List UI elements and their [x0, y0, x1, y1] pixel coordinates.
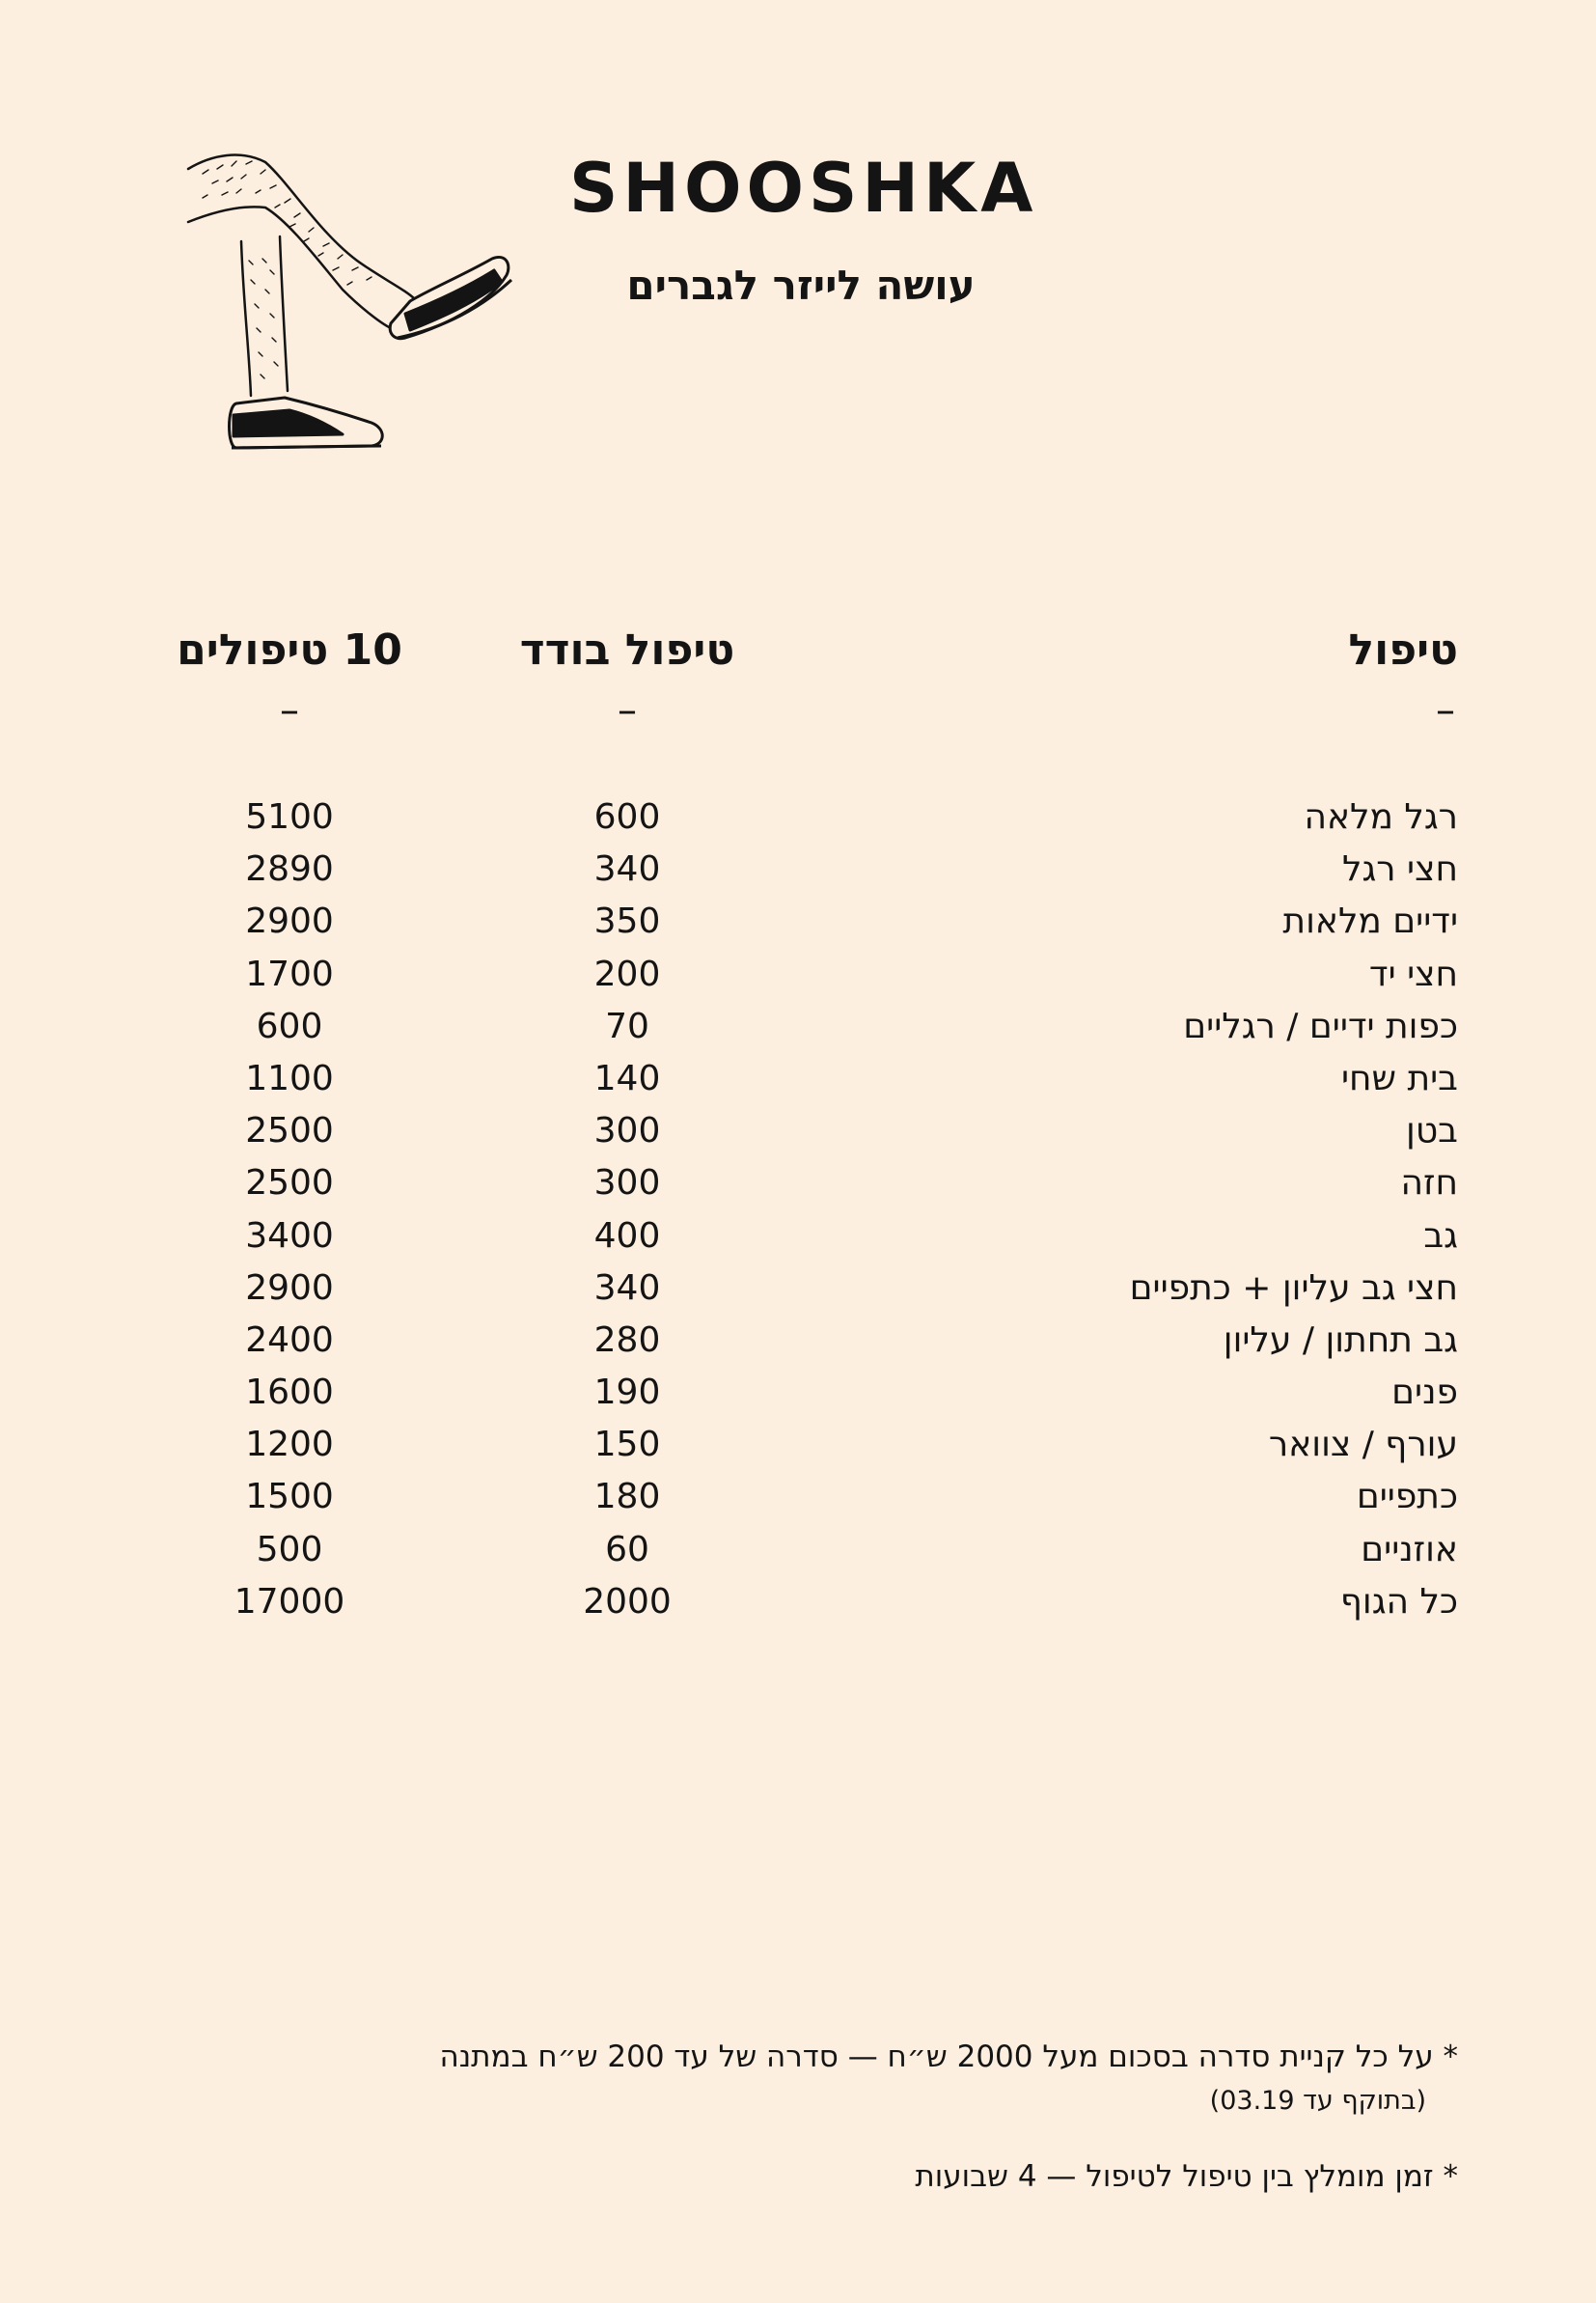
single-price: 200	[593, 954, 661, 994]
table-row	[0, 1210, 1596, 1262]
single-price: 140	[593, 1058, 661, 1098]
ten-price: 3400	[245, 1215, 334, 1256]
table-row	[0, 1367, 1596, 1419]
header-single-treatment: טיפול בודד	[519, 625, 735, 675]
table-row	[0, 1471, 1596, 1523]
ten-price: 2500	[245, 1111, 334, 1152]
single-price: 2000	[583, 1581, 672, 1622]
ten-price: 2400	[245, 1319, 334, 1360]
table-row	[0, 1576, 1596, 1628]
ten-price: 600	[256, 1006, 323, 1046]
table-row	[0, 1001, 1596, 1053]
ten-price: 17000	[234, 1581, 345, 1622]
treatment-name: חזה	[1400, 1163, 1458, 1204]
treatment-name: פנים	[1391, 1373, 1458, 1413]
table-row	[0, 791, 1596, 844]
table-row	[0, 949, 1596, 1001]
treatment-name: כל הגוף	[1339, 1581, 1458, 1622]
single-price: 300	[593, 1111, 661, 1152]
treatment-name: גב	[1423, 1215, 1458, 1256]
table-row	[0, 896, 1596, 948]
treatment-name: עורף / צוואר	[1268, 1425, 1458, 1465]
table-row	[0, 1524, 1596, 1576]
table-row	[0, 1053, 1596, 1105]
ten-price: 1100	[245, 1058, 334, 1098]
single-price: 340	[593, 849, 661, 890]
treatment-name: בטן	[1406, 1111, 1458, 1152]
price-table	[0, 791, 1596, 1628]
promo-note: * על כל קניית סדרה בסכום מעל 2000 ש״ח — סדרה של עד 200 ש״ח במתנה	[439, 2039, 1458, 2074]
header-ten-dash: –	[280, 688, 299, 733]
ten-price: 500	[256, 1529, 323, 1569]
header-single-dash: –	[618, 688, 637, 733]
ten-price: 2890	[245, 849, 334, 890]
treatment-name: חצי רגל	[1342, 849, 1458, 890]
single-price: 350	[593, 902, 661, 942]
treatment-name: כתפיים	[1356, 1477, 1458, 1517]
treatment-name: בית שחי	[1340, 1058, 1458, 1098]
single-price: 400	[593, 1215, 661, 1256]
ten-price: 1500	[245, 1477, 334, 1517]
treatment-name: רגל מלאה	[1304, 797, 1458, 837]
treatment-name: ידיים מלאות	[1282, 902, 1458, 942]
table-row	[0, 1262, 1596, 1315]
table-row	[0, 1157, 1596, 1209]
ten-price: 2900	[245, 902, 334, 942]
header-ten-treatments: 10 טיפולים	[177, 625, 402, 675]
interval-note: * זמן מומלץ בין טיפול לטיפול — 4 שבועות	[915, 2159, 1458, 2194]
ten-price: 1200	[245, 1425, 334, 1465]
single-price: 150	[593, 1425, 661, 1465]
single-price: 600	[593, 797, 661, 837]
table-row	[0, 1419, 1596, 1471]
table-row	[0, 1315, 1596, 1367]
crossed-legs-sneakers-illustration	[174, 145, 521, 483]
single-price: 280	[593, 1319, 661, 1360]
ten-price: 2900	[245, 1267, 334, 1308]
single-price: 340	[593, 1267, 661, 1308]
table-row	[0, 844, 1596, 896]
treatment-name: גב תחתון / עליון	[1223, 1319, 1458, 1360]
single-price: 190	[593, 1373, 661, 1413]
single-price: 180	[593, 1477, 661, 1517]
treatment-name: חצי גב עליון + כתפיים	[1129, 1267, 1458, 1308]
ten-price: 1700	[245, 954, 334, 994]
brand-tagline: עושה לייזר לגברים	[626, 262, 976, 309]
table-row	[0, 1105, 1596, 1157]
single-price: 70	[605, 1006, 649, 1046]
brand-name: SHOOSHKA	[569, 149, 1038, 228]
treatment-name: חצי יד	[1368, 954, 1458, 994]
treatment-name: אוזניים	[1361, 1529, 1458, 1569]
ten-price: 5100	[245, 797, 334, 837]
single-price: 60	[605, 1529, 649, 1569]
header-treatment: טיפול	[1348, 625, 1458, 675]
ten-price: 1600	[245, 1373, 334, 1413]
header-treatment-dash: –	[1436, 688, 1455, 733]
validity-note: (בתוקף עד 03.19)	[1209, 2086, 1426, 2116]
single-price: 300	[593, 1163, 661, 1204]
ten-price: 2500	[245, 1163, 334, 1204]
treatment-name: כפות ידיים / רגליים	[1183, 1006, 1458, 1046]
